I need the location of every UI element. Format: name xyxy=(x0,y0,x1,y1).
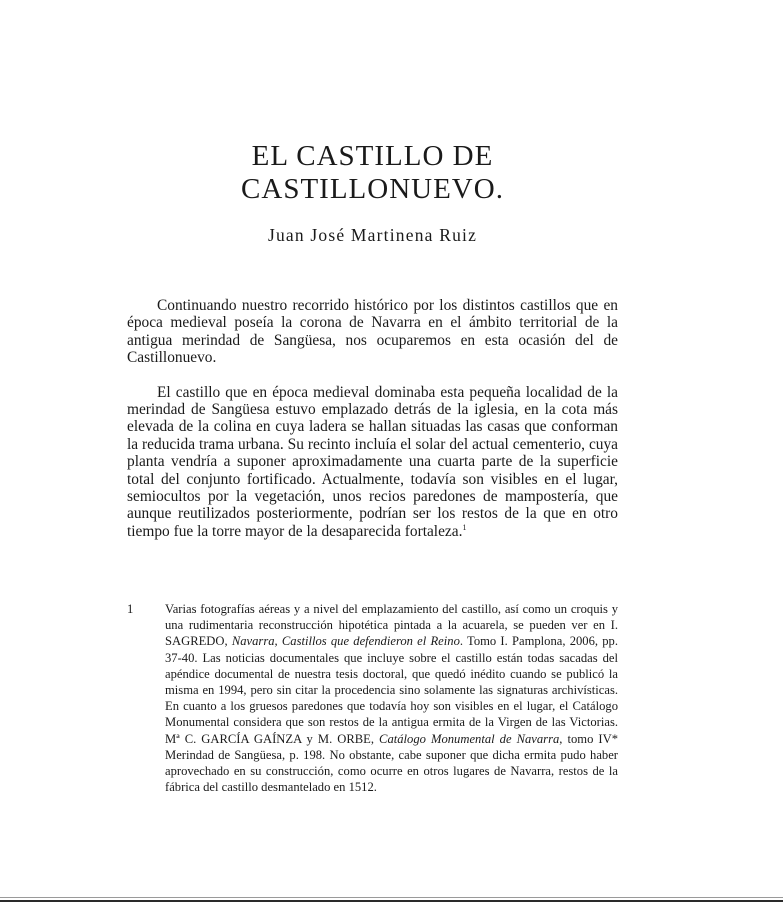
footnote-text-part: , tomo IV* Merindad de Sangüesa, p. 198. No obstante, cabe suponer que dicha ermita pudo haber aprovechado en su construcción, como ocurre en otros lugares de Navarra, restos de la fábrica del castillo desmantelado en 1512. xyxy=(165,731,618,795)
paragraph-1: Continuando nuestro recorrido histórico por los distintos castillos que en época medieval poseía la corona de Navarra en el ámbito territorial de la antigua merindad de Sangüesa, nos ocuparemos en esta ocasión del de Castillonuevo. xyxy=(127,297,618,367)
title-line-2: CASTILLONUEVO. xyxy=(241,173,504,205)
footnote-reference[interactable]: 1 xyxy=(462,522,467,532)
footnote-number: 1 xyxy=(127,602,134,616)
paragraph-2-text: El castillo que en época medieval dominaba esta pequeña localidad de la merindad de Sangüesa estuvo emplazado detrás de la iglesia, en la cota más elevada de la colina en cuya ladera se hallan situadas las casas que conforman la reducida trama urbana. Su recinto incluía el solar del actual cementerio, cuya planta vendría a suponer aproximadamente una cuarta parte de la superficie total del conjunto fortificado. Actualmente, todavía son visibles en el lugar, semiocultos por la vegetación, unos recios paredones de mampostería, que aunque reutilizados posteriormente, podrían ser los restos de la que en otro tiempo fue la torre mayor de la desaparecida fortaleza. xyxy=(127,383,618,540)
footnote-italic-title: Catálogo Monumental de Navarra xyxy=(379,731,560,746)
article-title xyxy=(0,140,745,206)
footnote-text-part: . Tomo I. Pamplona, 2006, pp. 37-40. Las noticias documentales que incluye sobre el castillo están todas sacadas del apéndice documental de nuestra tesis doctoral, que quedó inédito cuando se publicó la misma en 1994, pero sin citar la procedencia sino solamente las signaturas archivísticas. En cuanto a los gruesos paredones que todavía hoy son visibles en el lugar, el Catálogo Monumental considera que son restos de la antigua ermita de la Virgen de las Victorias. Mª C. GARCÍA GAÍNZA y M. ORBE, xyxy=(165,634,618,746)
article-body xyxy=(127,297,618,557)
author-name: Juan José Martinena Ruiz xyxy=(267,225,478,245)
title-line-1: EL CASTILLO DE xyxy=(251,140,494,172)
paragraph-2 xyxy=(127,384,618,541)
page-bottom-divider-thin xyxy=(0,897,783,898)
footnote-text-part: Varias fotografías aéreas y a nivel del emplazamiento del castillo, así como un croquis y una rudimentaria reconstrucción hipotética pintada a la acuarela, se pueden ver en I. SAGREDO, xyxy=(165,602,618,649)
page-bottom-divider xyxy=(0,900,783,902)
footnote-italic-title: Navarra, Castillos que defendieron el Reino xyxy=(231,634,460,649)
footnote-text xyxy=(165,601,618,795)
